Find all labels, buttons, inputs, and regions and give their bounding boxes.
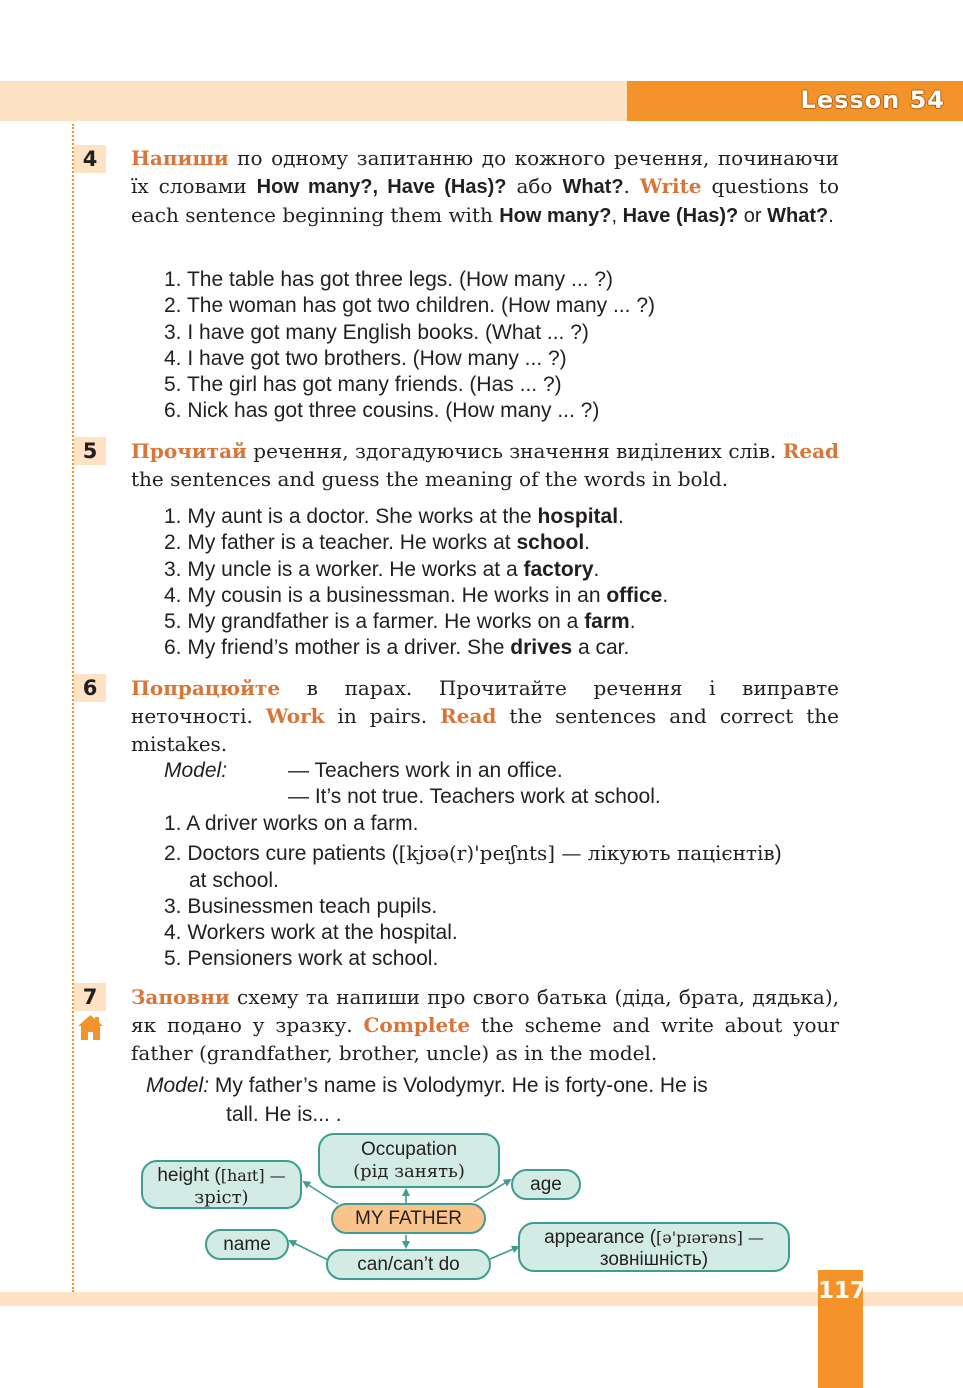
text: in pairs. [324, 704, 441, 728]
page-number-tab [818, 1270, 867, 1388]
list-item-continuation: at school. [189, 868, 279, 892]
exercise-number-6: 6 [74, 674, 106, 702]
text: the sentences and guess the meaning of the words in bold. [131, 467, 729, 491]
text: a car. [572, 636, 630, 660]
node-label-translation: зовнішність) [599, 1249, 709, 1270]
scheme-node-occupation [318, 1133, 500, 1188]
page-number: 117 [818, 1278, 867, 1304]
list-item: 5. The girl has got many friends. (Has ... ?) [164, 373, 562, 397]
text: або [506, 174, 563, 198]
bold-word: drives [510, 636, 573, 660]
model-line: tall. He is... . [226, 1103, 342, 1126]
text: the scheme and write about your father (grandfather, brother, uncle) as in the model. [131, 1013, 839, 1065]
text: . [584, 531, 591, 555]
node-label-translation: зріст) [194, 1187, 249, 1208]
text: речення, здогадуючись значення виділених слів. [246, 439, 777, 463]
bold-word: factory [523, 557, 594, 581]
keyword: Read [440, 704, 497, 728]
scheme-node-height [141, 1160, 302, 1209]
list-item: 2. The woman has got two children. (How many ... ?) [164, 294, 655, 318]
text: or [738, 205, 768, 227]
text: . [662, 583, 669, 607]
arrow-to-appearance [490, 1247, 518, 1259]
text: ) [774, 842, 782, 866]
keyword: Write [639, 174, 702, 198]
text: 4. My cousin is a businessman. He works in an [164, 583, 607, 607]
exercise-number-4: 4 [74, 145, 106, 173]
keyword: Заповни [131, 985, 230, 1009]
keyword: Read [782, 439, 840, 463]
text: , [611, 205, 623, 227]
text: по одному запитанню до кожного речення, починаючи їх словами [131, 146, 839, 198]
transcription: [haɪt] — [220, 1166, 286, 1185]
node-label: appearance ( [544, 1227, 657, 1248]
keyword: Прочитай [131, 439, 247, 463]
model-label: Model: [164, 759, 228, 782]
node-label: height ( [157, 1165, 221, 1186]
text: . [593, 557, 600, 581]
bold-word: farm [584, 610, 630, 634]
transcription: [ə'pɪərəns] — [656, 1228, 764, 1247]
text: 5. My grandfather is a farmer. He works on a [164, 610, 585, 634]
text: 2. My father is a teacher. He works at [164, 531, 517, 555]
bold-text: How many?, Have (Has)? [256, 176, 507, 198]
bold-word: school [516, 531, 585, 555]
text: . [618, 505, 624, 528]
bold-text: Have (Has)? [622, 205, 739, 227]
exercise-number-5: 5 [74, 437, 106, 465]
transcription: [kjʊə(r)'peɪʃnts] — лікують пацієнтів [398, 841, 775, 866]
model-label: Model: [146, 1074, 210, 1097]
text: в парах. Прочитайте речення і виправте неточності. [131, 676, 839, 728]
scheme-node-appearance [518, 1222, 790, 1272]
bold-text: What? [767, 205, 829, 227]
bold-text: What? [562, 176, 624, 198]
lesson-title: Lesson 54 [800, 86, 945, 114]
list-item: 4. Workers work at the hospital. [164, 921, 458, 945]
text: . [828, 205, 834, 227]
text: questions to each sentence beginning them with [131, 174, 839, 227]
text: 2. Doctors cure patients ( [164, 842, 399, 866]
scheme-node-name: name [205, 1229, 289, 1260]
node-label: Occupation [360, 1139, 458, 1160]
list-item: 5. Pensioners work at school. [164, 947, 439, 971]
text: 3. My uncle is a worker. He works at a [164, 557, 524, 581]
exercise-number-7: 7 [74, 983, 106, 1011]
list-item: 6. Nick has got three cousins. (How many ... ?) [164, 399, 600, 423]
list-item: 1. The table has got three legs. (How many ... ?) [164, 268, 614, 291]
arrow-to-name [290, 1241, 328, 1260]
node-label-translation: (рід занять) [353, 1161, 465, 1182]
model-line: — It’s not true. Teachers work at school. [288, 785, 661, 809]
scheme-node-my-father: MY FATHER [331, 1203, 486, 1234]
scheme-node-can-cant-do: can/can’t do [326, 1249, 491, 1280]
text: . [623, 174, 630, 198]
text: . [629, 610, 636, 634]
bold-text: How many? [499, 205, 612, 227]
keyword: Complete [363, 1013, 471, 1037]
scheme-node-age: age [511, 1169, 581, 1200]
text: the sentences and correct the mistakes. [131, 704, 840, 756]
keyword: Work [265, 704, 325, 728]
keyword: Попрацюйте [131, 676, 281, 700]
bold-word: office [606, 583, 663, 607]
text: схему та напиши про свого батька (діда, брата, дядька), як подано у зразку. [131, 985, 839, 1037]
list-item: 3. I have got many English books. (What ... ?) [164, 320, 589, 344]
text: 6. My friend’s mother is a driver. She [164, 636, 511, 660]
text: My father’s name is Volodymyr. He is forty-one. He is [209, 1074, 708, 1097]
list-item: 4. I have got two brothers. (How many ... ?) [164, 346, 567, 370]
list-item: 3. Businessmen teach pupils. [164, 894, 438, 918]
bold-word: hospital [537, 505, 619, 528]
text: 1. My aunt is a doctor. She works at the [164, 505, 538, 528]
list-item: 1. A driver works on a farm. [164, 812, 419, 835]
keyword: Напиши [131, 146, 229, 170]
text: — Teachers work in an office. [288, 759, 563, 782]
